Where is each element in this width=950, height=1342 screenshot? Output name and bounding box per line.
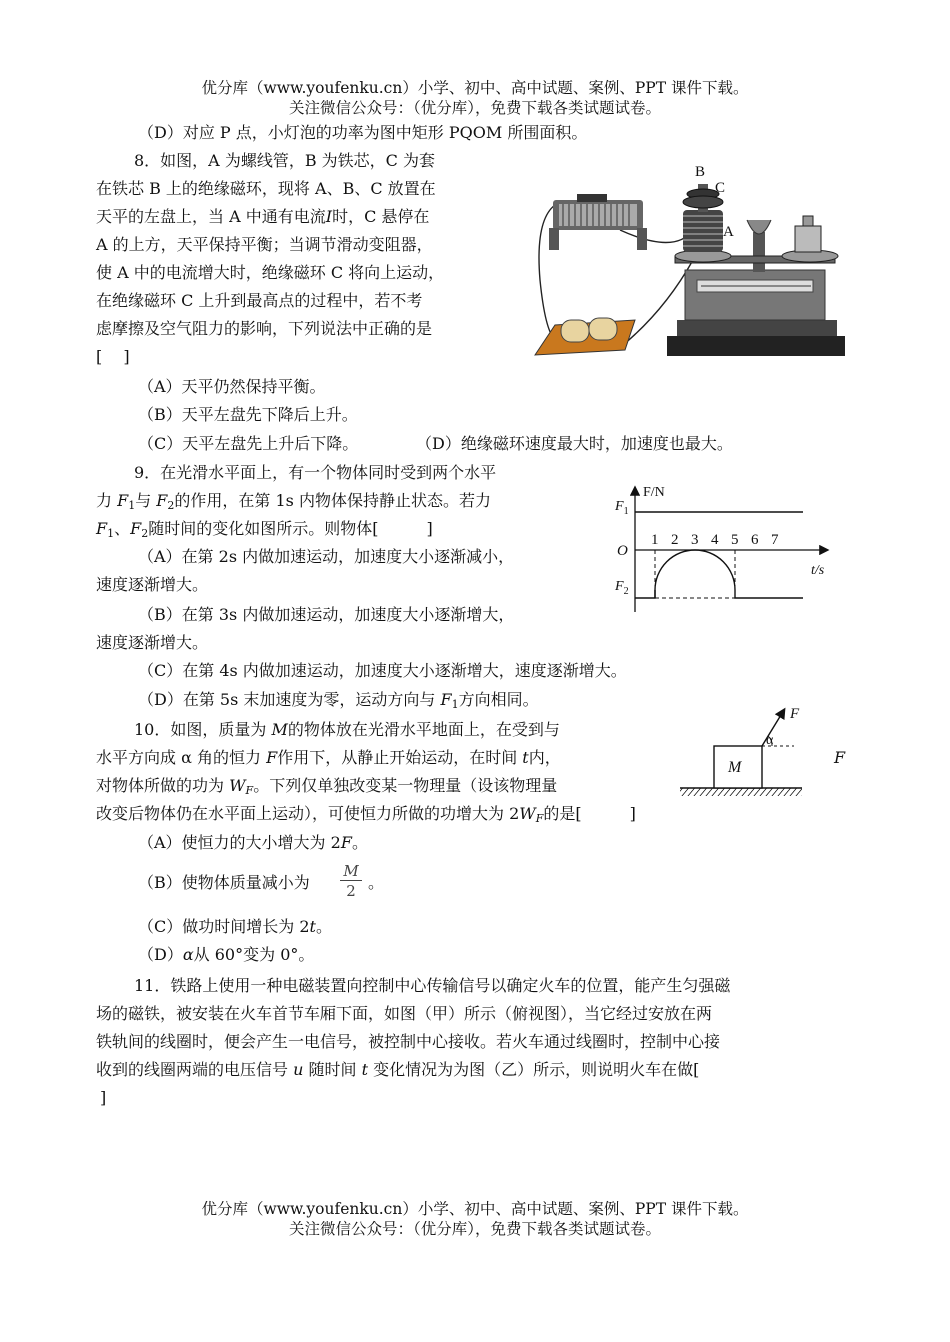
q10-option-b: （B）使物体质量减小为 <box>138 873 310 892</box>
q8-option-a: （A）天平仍然保持平衡。 <box>138 377 326 396</box>
x-tick-1: 1 <box>651 532 659 548</box>
q11-line-5: ] <box>100 1088 107 1107</box>
q10-option-c: （C）做功时间增长为 2t。 <box>138 917 332 936</box>
header-line-2: 关注微信公众号：（优分库），免费下载各类试题试卷。 <box>288 99 661 117</box>
q8-line-6: 在绝缘磁环 C 上升到最高点的过程中，若不考 <box>96 291 423 310</box>
q9-option-c: （C）在第 4s 内做加速运动，加速度大小逐渐增大，速度逐渐增大。 <box>138 661 627 680</box>
q11-line-1: 11．铁路上使用一种电磁装置向控制中心传输信号以确定火车的位置，能产生匀强磁 <box>134 976 731 995</box>
q10-line-3: 对物体所做的功为 $W_F$。下列仅单独改变某一物理量（设该物理量 <box>96 776 558 797</box>
q8-line-1: 8．如图，A 为螺线管，B 为铁芯，C 为套 <box>134 151 435 170</box>
force-label: F <box>790 706 800 722</box>
x-tick-4: 4 <box>711 532 719 548</box>
x-tick-5: 5 <box>731 532 739 548</box>
q7-option-d: （D）对应 P 点，小灯泡的功率为图中矩形 PQOM 所围面积。 <box>138 123 588 142</box>
q11-line-4: 收到的线圈两端的电压信号 u 随时间 t 变化情况为为图（乙）所示，则说明火车在做[ <box>96 1060 700 1079</box>
q9-option-b-2: 速度逐渐增大。 <box>96 633 209 652</box>
x-tick-7: 7 <box>771 532 779 548</box>
q10-line-2: 水平方向成 α 角的恒力 F作用下，从静止开始运动，在时间 t内， <box>96 748 561 767</box>
balance-base <box>677 320 837 336</box>
q8-option-d: （D）绝缘磁环速度最大时，加速度也最大。 <box>416 434 733 453</box>
q8-line-7: 虑摩擦及空气阻力的影响，下列说法中正确的是 <box>96 319 433 338</box>
alpha-label: α <box>766 733 774 748</box>
x-tick-6: 6 <box>751 532 759 548</box>
q8-option-c: （C）天平左盘先上升后下降。 <box>138 434 359 453</box>
f2-label: $F_2$ <box>615 579 629 597</box>
x-axis-label: t/s <box>811 563 825 578</box>
q10-line-4: 改变后物体仍在水平面上运动），可使恒力所做的功增大为 $2W_F$的是[ ] <box>96 804 636 825</box>
origin-label: O <box>617 543 628 559</box>
q9-line-2: 力 $F_1$与 $F_2$的作用，在第 1s 内物体保持静止状态。若力 <box>96 491 491 512</box>
q8-line-5: 使 A 中的电流增大时，绝缘磁环 C 将向上运动， <box>96 263 445 282</box>
y-axis-label: F/N <box>643 485 665 500</box>
q9-line-1: 9．在光滑水平面上，有一个物体同时受到两个水平 <box>134 463 497 482</box>
q10-option-b-fraction: $\frac{M}{2}$ <box>340 862 362 901</box>
q10-option-a: （A）使恒力的大小增大为 2F。 <box>138 833 368 852</box>
mass-label: M <box>728 759 742 776</box>
footer-line-1: 优分库（www.youfenku.cn）小学、初中、高中试题、案例、PPT 课件下载。 <box>201 1200 749 1218</box>
ground-hatch <box>680 788 802 796</box>
fig8-label-a: A <box>723 224 734 240</box>
q9-option-a-1: （A）在第 2s 内做加速运动，加速度大小逐渐减小， <box>138 547 515 566</box>
q10-stray-f-label: F <box>834 748 846 767</box>
q9-option-a-2: 速度逐渐增大。 <box>96 575 209 594</box>
q8-line-2: 在铁芯 B 上的绝缘磁环，现将 A、B、C 放置在 <box>96 179 436 198</box>
q8-option-b: （B）天平左盘先下降后上升。 <box>138 405 358 424</box>
q10-option-b-end: 。 <box>368 873 385 892</box>
f1-label: $F_1$ <box>615 499 629 517</box>
q8-answer-bracket: [ ] <box>96 347 130 366</box>
x-tick-2: 2 <box>671 532 679 548</box>
x-tick-labels <box>651 532 779 548</box>
q10-line-1: 10．如图，质量为 M的物体放在光滑水平地面上，在受到与 <box>134 720 560 739</box>
q11-line-2: 场的磁铁，被安装在火车首节车厢下面，如图（甲）所示（俯视图），当它经过安放在两 <box>96 1004 713 1023</box>
q8-figure <box>525 160 845 370</box>
fig8-label-c: C <box>715 180 726 196</box>
footer-line-2: 关注微信公众号：（优分库），免费下载各类试题试卷。 <box>288 1220 661 1238</box>
fig8-label-b: B <box>695 164 706 180</box>
q11-line-3: 铁轨间的线圈时，便会产生一电信号，被控制中心接收。若火车通过线圈时，控制中心接 <box>96 1032 721 1051</box>
q9-line-3: $F_1$、$F_2$随时间的变化如图所示。则物体[ ] <box>96 519 433 540</box>
x-tick-3: 3 <box>691 532 699 548</box>
q9-force-time-graph <box>605 478 835 616</box>
q9-option-b-1: （B）在第 3s 内做加速运动，加速度大小逐渐增大， <box>138 605 515 624</box>
q8-line-3: 天平的左盘上，当 A 中通有电流I时，C 悬停在 <box>96 207 430 226</box>
f2-curve <box>635 550 803 598</box>
q10-figure <box>672 700 852 804</box>
q9-option-d: （D）在第 5s 末加速度为零，运动方向与 $F_1$方向相同。 <box>138 690 539 711</box>
header-line-1: 优分库（www.youfenku.cn）小学、初中、高中试题、案例、PPT 课件下载。 <box>201 79 749 97</box>
q8-line-4: A 的上方，天平保持平衡；当调节滑动变阻器， <box>96 235 433 254</box>
q10-option-d: （D）α从 60°变为 0°。 <box>138 945 315 964</box>
